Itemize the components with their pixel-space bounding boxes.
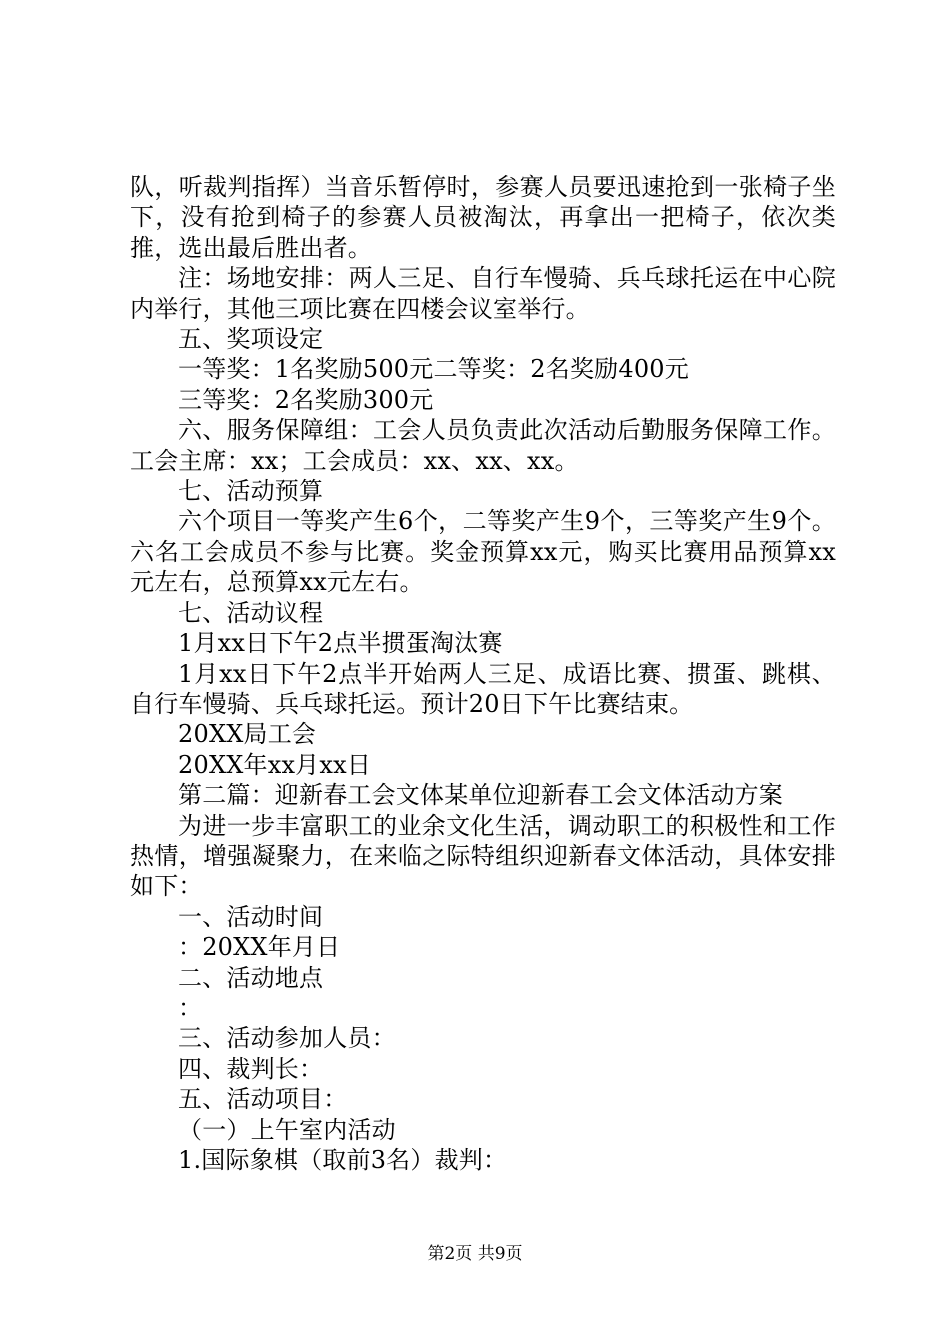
paragraph: 三等奖：2名奖励300元 [178, 385, 434, 414]
paragraph: 七、活动议程 [178, 598, 324, 627]
paragraph: 四、裁判长： [178, 1054, 324, 1083]
paragraph: 七、活动预算 [178, 477, 324, 506]
paragraph: 队，听裁判指挥）当音乐暂停时，参赛人员要迅速抢到一张椅子坐下，没有抢到椅子的参赛人员被淘汰，再拿出一把椅子，依次类推，选出最后胜出者。 [130, 173, 836, 262]
paragraph: 1.国际象棋（取前3名）裁判： [178, 1146, 508, 1174]
paragraph: 第二篇：迎新春工会文体某单位迎新春工会文体活动方案 [178, 781, 783, 810]
paragraph: 三、活动参加人员： [178, 1024, 396, 1053]
paragraph: 二、活动地点 [178, 963, 324, 992]
paragraph: 为进一步丰富职工的业余文化生活，调动职工的积极性和工作热情，增强凝聚力，在来临之际特组织迎新春文体活动，具体安排如下： [130, 811, 836, 901]
paragraph: 20XX年xx月xx日 [178, 750, 372, 779]
paragraph: 六、服务保障组：工会人员负责此次活动后勤服务保障工作。工会主席：xx；工会成员：xx、xx、xx。 [130, 416, 836, 475]
paragraph: ：20XX年月日 [178, 933, 341, 962]
page-footer: 第2页 共9页 [427, 1244, 523, 1264]
paragraph: （一）上午室内活动 [178, 1115, 396, 1144]
paragraph: 一等奖：1名奖励500元二等奖：2名奖励400元 [178, 355, 689, 384]
paragraph: 1月xx日下午2点半掼蛋淘汰赛 [178, 629, 503, 658]
document-body [130, 172, 836, 1175]
paragraph: 1月xx日下午2点半开始两人三足、成语比赛、掼蛋、跳棋、自行车慢骑、兵乓球托运。预计20日下午比赛结束。 [130, 659, 836, 718]
paragraph: 注：场地安排：两人三足、自行车慢骑、兵乓球托运在中心院内举行，其他三项比赛在四楼会议室举行。 [130, 264, 836, 323]
paragraph: 20XX局工会 [178, 720, 317, 749]
paragraph: 五、活动项目： [178, 1085, 348, 1114]
paragraph: ： [178, 993, 203, 1022]
paragraph: 六个项目一等奖产生6个，二等奖产生9个，三等奖产生9个。六名工会成员不参与比赛。奖金预算xx元，购买比赛用品预算xx元左右，总预算xx元左右。 [130, 507, 836, 597]
paragraph: 一、活动时间 [178, 902, 324, 931]
paragraph: 五、奖项设定 [178, 325, 324, 354]
